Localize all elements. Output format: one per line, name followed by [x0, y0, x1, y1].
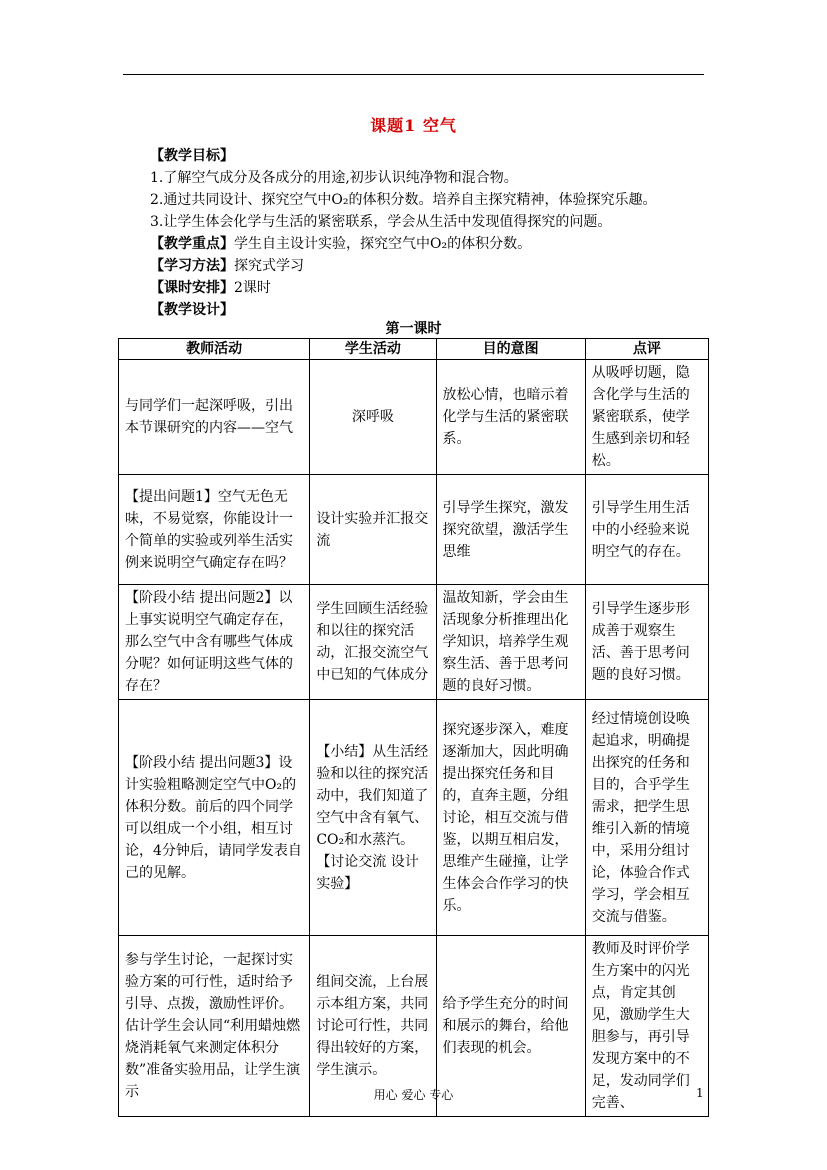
table-cell: 组间交流，上台展示本组方案，共同讨论可行性，共同得出较好的方案，学生演示。: [310, 936, 436, 1117]
objective-item: 2.通过共同设计、探究空气中O₂的体积分数。培养自主探究精神，体验探究乐趣。: [150, 192, 657, 208]
objective-item: 1.了解空气成分及各成分的用途,初步认识纯净物和混合物。: [150, 170, 518, 186]
table-row: [119, 475, 709, 585]
footer-motto: 用心 爱心 专心: [373, 1088, 454, 1102]
column-header: 学生活动: [310, 339, 436, 360]
table-cell: 引导学生探究，激发探究欲望，激活学生思维: [436, 475, 585, 585]
table-cell: 从吸呼切题，隐含化学与生活的紧密联系，使学生感到亲切和轻松。: [585, 360, 708, 475]
table-cell: 给予学生充分的时间和展示的舞台，给他们表现的机会。: [436, 936, 585, 1117]
document-title: 课题1 空气: [370, 116, 457, 135]
schedule-text: 2课时: [234, 280, 271, 296]
table-cell: 探究逐步深入，难度逐渐加大，因此明确提出探究任务和目的，直奔主题，分组讨论，相互交流与借鉴，以期互相启发，思维产生碰撞，让学生体会合作学习的快乐。: [436, 700, 585, 936]
table-cell: 参与学生讨论，一起探讨实验方案的可行性，适时给予引导、点拨，激励性评价。估计学生会认同“利用蜡烛燃烧消耗氧气来测定体积分数”准备实验用品，让学生演示: [119, 936, 310, 1117]
column-header: 点评: [585, 339, 708, 360]
page-number: 1: [696, 1086, 704, 1100]
table-cell: 放松心情，也暗示着化学与生活的紧密联系。: [436, 360, 585, 475]
table-header-row: [119, 339, 709, 360]
table-row: [119, 360, 709, 475]
table-cell: 学生回顾生活经验和以往的探究活动，汇报交流空气中已知的气体成分: [310, 585, 436, 700]
header-rule: [123, 74, 704, 75]
table-row: [119, 585, 709, 700]
table-cell: 深呼吸: [310, 360, 436, 475]
table-cell: 引导学生逐步形成善于观察生活、善于思考问题的良好习惯。: [585, 585, 708, 700]
table-cell: 与同学们一起深呼吸，引出本节课研究的内容——空气: [119, 360, 310, 475]
key-point-text: 学生自主设计实验，探究空气中O₂的体积分数。: [234, 236, 532, 252]
key-point-label: 【教学重点】: [150, 236, 234, 252]
lesson-subtitle: 第一课时: [385, 321, 442, 337]
column-header: 教师活动: [119, 339, 310, 360]
objectives-heading: 【教学目标】: [150, 148, 234, 164]
table-cell: 教师及时评价学生方案中的闪光点，肯定其创见，激励学生大胆参与，再引导发现方案中的不足，发动同学们完善、: [585, 936, 708, 1117]
column-header: 目的意图: [436, 339, 585, 360]
table-cell: 【阶段小结 提出问题2】以上事实说明空气确定存在，那么空气中含有哪些气体成分呢？如何证明这些气体的存在？: [119, 585, 310, 700]
table-cell: 引导学生用生活中的小经验来说明空气的存在。: [585, 475, 708, 585]
table-cell: 经过情境创设唤起追求，明确提出探究的任务和目的，合乎学生需求，把学生思维引入新的情境中，采用分组讨论，体验合作式学习，学会相互交流与借鉴。: [585, 700, 708, 936]
method-text: 探究式学习: [234, 258, 304, 274]
method-label: 【学习方法】: [150, 258, 234, 274]
objective-item: 3.让学生体会化学与生活的紧密联系，学会从生活中发现值得探究的问题。: [150, 214, 612, 230]
intro-section: [150, 145, 710, 321]
table-cell: 【阶段小结 提出问题3】设计实验粗略测定空气中O₂的体积分数。前后的四个同学可以组成一个小组，相互讨论，4分钟后，请同学发表自己的见解。: [119, 700, 310, 936]
schedule-label: 【课时安排】: [150, 280, 234, 296]
table-cell: 温故知新，学会由生活现象分析推理出化学知识，培养学生观察生活、善于思考问题的良好习惯。: [436, 585, 585, 700]
table-cell: 【提出问题1】空气无色无味，不易觉察，你能设计一个简单的实验或列举生活实例来说明空气确定存在吗？: [119, 475, 310, 585]
table-cell: 设计实验并汇报交流: [310, 475, 436, 585]
table-cell: 【小结】从生活经验和以往的探究活动中，我们知道了空气中含有氧气、CO₂和水蒸汽。【讨论交流 设计实验】: [310, 700, 436, 936]
table-row: [119, 700, 709, 936]
design-label: 【教学设计】: [150, 302, 234, 318]
lesson-plan-table: [118, 338, 709, 1117]
